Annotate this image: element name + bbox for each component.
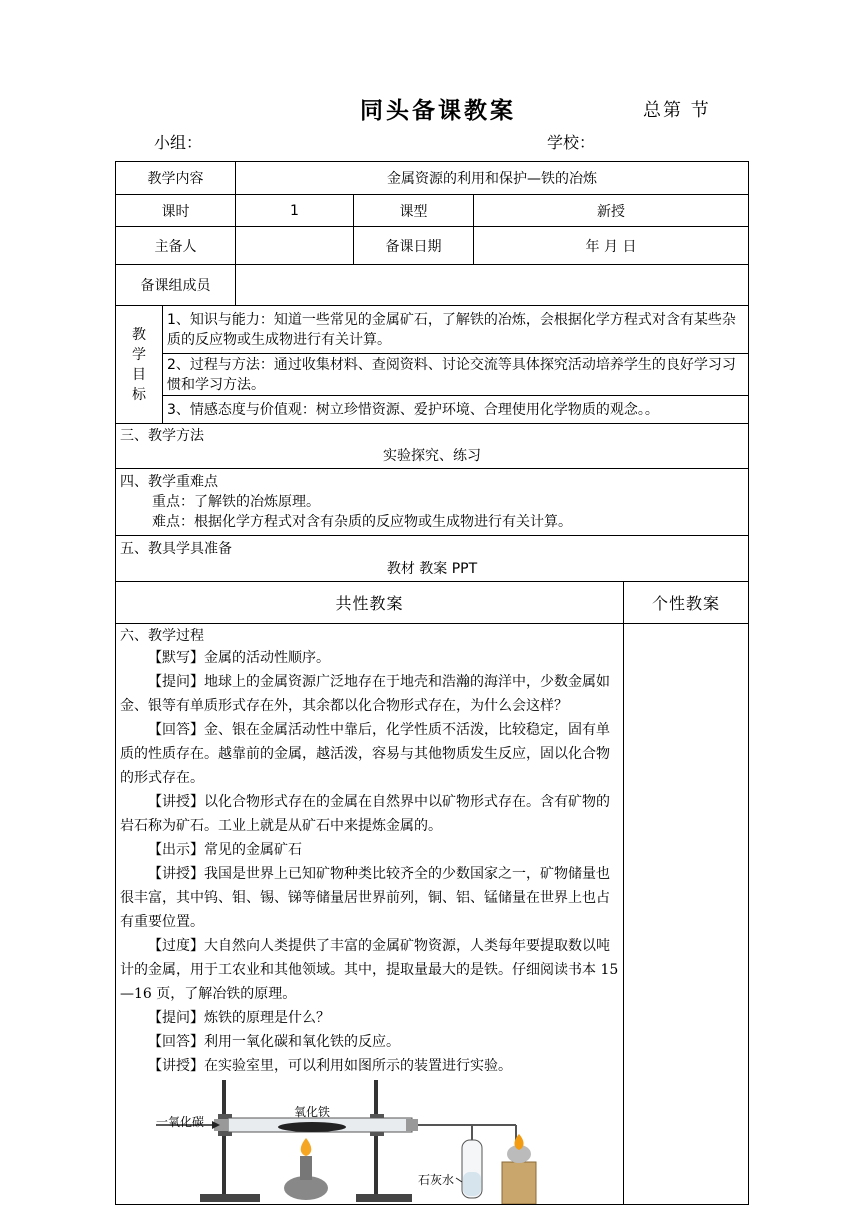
page-title: 同头备课教案 xyxy=(360,98,516,124)
preparer-value xyxy=(236,227,354,265)
school-label: 学校： xyxy=(547,133,596,152)
goals-label: 教 学 目 标 xyxy=(116,306,163,424)
process-paragraph: 【过度】大自然向人类提供了丰富的金属矿物资源，人类每年要提取数以吨计的金属，用于工农业和其他领域。其中，提取量最大的是铁。仔细阅读书本 15—16 页，了解冶铁的原理。 xyxy=(120,938,619,1002)
process-heading: 六、教学过程 xyxy=(120,628,204,644)
process-paragraph: 【提问】炼铁的原理是什么？ xyxy=(148,1010,330,1026)
limewater-label: 石灰水 xyxy=(418,1173,455,1187)
methods-section xyxy=(116,424,749,469)
common-plan-header: 共性教案 xyxy=(116,582,624,624)
process-paragraph: 【讲授】我国是世界上已知矿物种类比较齐全的少数国家之一，矿物储量也很丰富，其中钨、钼、锡、锑等储量居世界前列，铜、铝、锰储量在世界上也占有重要位置。 xyxy=(120,866,610,930)
total-section-label: 总第 节 xyxy=(643,100,711,121)
tools-heading: 五、教具学具准备 xyxy=(120,540,232,557)
content-label: 教学内容 xyxy=(116,162,236,195)
process-paragraph: 【提问】地球上的金属资源广泛地存在于地壳和浩瀚的海洋中，少数金属如金、银等有单质形式存在外，其余都以化合物形式存在，为什么会这样？ xyxy=(120,674,610,714)
key-points-heading: 四、教学重难点 xyxy=(120,474,218,490)
lesson-plan-table xyxy=(115,161,749,1205)
personal-plan-cell xyxy=(624,624,749,1205)
type-label: 课型 xyxy=(354,195,474,227)
group-label: 小组： xyxy=(154,133,203,152)
date-value: 年 月 日 xyxy=(474,227,749,265)
members-value xyxy=(236,265,749,306)
teaching-process xyxy=(116,624,624,1205)
period-value: 1 xyxy=(236,195,354,227)
apparatus-drawing xyxy=(156,1080,552,1204)
key-point: 重点：了解铁的冶炼原理。 xyxy=(152,494,320,510)
members-label: 备课组成员 xyxy=(116,265,236,306)
methods-heading: 三、教学方法 xyxy=(120,428,204,444)
preparer-label: 主备人 xyxy=(116,227,236,265)
goal-item-2: 2、过程与方法：通过收集材料、查阅资料、讨论交流等具体探究活动培养学生的良好学习习惯和学习方法。 xyxy=(163,354,749,396)
period-label: 课时 xyxy=(116,195,236,227)
difficult-point: 难点：根据化学方程式对含有杂质的反应物或生成物进行有关计算。 xyxy=(152,514,572,530)
type-value: 新授 xyxy=(474,195,749,227)
tools-content: 教材 教案 PPT xyxy=(386,560,478,577)
process-paragraph: 【回答】金、银在金属活动性中靠后，化学性质不活泼，比较稳定，固有单质的性质存在。越靠前的金属，越活泼，容易与其他物质发生反应，固以化合物的形式存在。 xyxy=(120,722,610,786)
methods-content: 实验探究、练习 xyxy=(383,448,481,464)
process-paragraph: 【默写】金属的活动性顺序。 xyxy=(148,650,330,666)
key-points-section xyxy=(116,469,749,536)
co-label: 一氧化碳 xyxy=(156,1115,205,1129)
content-value: 金属资源的利用和保护—铁的冶炼 xyxy=(236,162,749,195)
date-label: 备课日期 xyxy=(354,227,474,265)
tools-section xyxy=(116,536,749,582)
iron-smelting-apparatus-figure xyxy=(156,1080,552,1204)
process-paragraph: 【讲授】以化合物形式存在的金属在自然界中以矿物形式存在。含有矿物的岩石称为矿石。工业上就是从矿石中来提炼金属的。 xyxy=(120,794,610,834)
process-paragraph: 【讲授】在实验室里，可以利用如图所示的装置进行实验。 xyxy=(148,1058,512,1074)
process-paragraph: 【回答】利用一氧化碳和氧化铁的反应。 xyxy=(148,1034,400,1050)
personal-plan-header: 个性教案 xyxy=(624,582,749,624)
iron-oxide-label: 氧化铁 xyxy=(294,1105,331,1119)
goal-item-3: 3、情感态度与价值观：树立珍惜资源、爱护环境、合理使用化学物质的观念。。 xyxy=(163,396,749,424)
process-paragraph: 【出示】常见的金属矿石 xyxy=(148,842,302,858)
goal-item-1: 1、知识与能力：知道一些常见的金属矿石，了解铁的冶炼，会根据化学方程式对含有某些杂质的反应物或生成物进行有关计算。 xyxy=(163,306,749,354)
